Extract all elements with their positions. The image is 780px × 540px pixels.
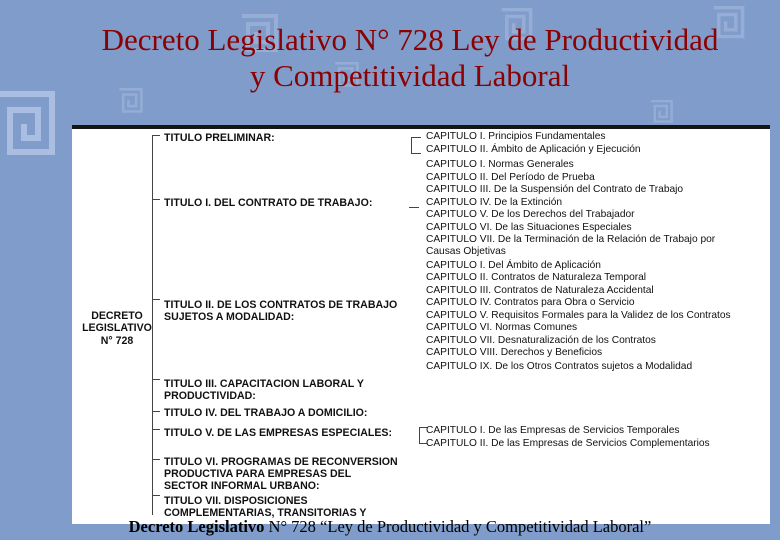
sub-bracket-line [411, 137, 412, 153]
capitulo-item: CAPITULO V. De los Derechos del Trabajador [426, 209, 635, 220]
titulo-iv: TITULO IV. DEL TRABAJO A DOMICILIO: [164, 407, 368, 419]
capitulo-item: CAPITULO VII. De la Terminación de la Relación de Trabajo por [426, 234, 716, 245]
bracket-tick [152, 379, 160, 380]
bracket-tick [152, 429, 160, 430]
titulo-v: TITULO V. DE LAS EMPRESAS ESPECIALES: [164, 427, 392, 439]
titulo-preliminar: TITULO PRELIMINAR: [164, 132, 275, 144]
bracket-tick [152, 495, 160, 496]
capitulo-item: CAPITULO IV. De la Extinción [426, 197, 563, 208]
footer-rest: N° 728 “Ley de Productividad y Competitividad Laboral” [264, 517, 652, 536]
bracket-tick [152, 135, 160, 136]
capitulo-item: CAPITULO II. Contratos de Naturaleza Temporal [426, 272, 647, 283]
capitulo-item: CAPITULO I. Principios Fundamentales [426, 131, 606, 142]
capitulo-item: CAPITULO VI. Normas Comunes [426, 322, 578, 333]
sub-bracket-line [419, 427, 420, 443]
titulo-ii-cont: SUJETOS A MODALIDAD: [164, 311, 295, 323]
titulo-vi-cont: SECTOR INFORMAL URBANO: [164, 480, 320, 492]
sub-bracket-tick [411, 137, 421, 138]
bracket-tick [152, 299, 160, 300]
capitulo-item: CAPITULO IV. Contratos para Obra o Servicio [426, 297, 635, 308]
bracket-tick [152, 411, 160, 412]
titulo-vi-cont: PRODUCTIVA PARA EMPRESAS DEL [164, 468, 352, 480]
square-spiral-icon [0, 90, 60, 160]
titulo-iii: TITULO III. CAPACITACION LABORAL Y [164, 378, 364, 390]
square-spiral-icon [650, 100, 674, 124]
capitulo-item: CAPITULO II. Del Período de Prueba [426, 172, 595, 183]
decree-label-line: LEGISLATIVO [82, 322, 152, 335]
decree-structure-panel [72, 125, 770, 524]
capitulo-item: CAPITULO III. De la Suspensión del Contrato de Trabajo [426, 184, 684, 195]
titulo-vii-cont: COMPLEMENTARIAS, TRANSITORIAS Y [164, 507, 367, 519]
capitulo-item: CAPITULO I. De las Empresas de Servicios Temporales [426, 425, 680, 436]
capitulo-item: CAPITULO II. Ámbito de Aplicación y Ejecución [426, 144, 641, 155]
page-title [40, 22, 780, 94]
capitulo-item: CAPITULO IX. De los Otros Contratos sujetos a Modalidad [426, 361, 693, 372]
title-line-1: Decreto Legislativo N° 728 Ley de Productividad [101, 22, 719, 57]
capitulo-item: CAPITULO V. Requisitos Formales para la Validez de los Contratos [426, 310, 731, 321]
capitulo-item: CAPITULO VII. Desnaturalización de los Contratos [426, 335, 656, 346]
bracket-tick [152, 199, 160, 200]
titulo-ii: TITULO II. DE LOS CONTRATOS DE TRABAJO [164, 299, 398, 311]
titulo-i: TITULO I. DEL CONTRATO DE TRABAJO: [164, 197, 373, 209]
capitulo-item: CAPITULO VI. De las Situaciones Especiales [426, 222, 632, 233]
capitulo-item: CAPITULO VIII. Derechos y Beneficios [426, 347, 603, 358]
titulo-iii-cont: PRODUCTIVIDAD: [164, 390, 256, 402]
capitulo-item: CAPITULO I. Normas Generales [426, 159, 574, 170]
decree-label-line: N° 728 [100, 334, 134, 347]
footer-bold: Decreto Legislativo [128, 517, 265, 536]
decree-label [76, 310, 158, 347]
decree-label-line: DECRETO [91, 310, 143, 322]
capitulo-item: CAPITULO I. Del Ámbito de Aplicación [426, 260, 601, 271]
title-line-2: y Competitividad Laboral [249, 58, 571, 93]
capitulo-item: Causas Objetivas [426, 246, 506, 257]
sub-bracket-tick [409, 207, 419, 208]
footer-caption [0, 517, 780, 537]
capitulo-item: CAPITULO III. Contratos de Naturaleza Accidental [426, 285, 654, 296]
sub-bracket-tick [411, 153, 421, 154]
titulo-vii: TITULO VII. DISPOSICIONES [164, 495, 308, 507]
bracket-tick [152, 459, 160, 460]
capitulo-item: CAPITULO II. De las Empresas de Servicios Complementarios [426, 438, 710, 449]
titulo-vi: TITULO VI. PROGRAMAS DE RECONVERSION [164, 456, 398, 468]
